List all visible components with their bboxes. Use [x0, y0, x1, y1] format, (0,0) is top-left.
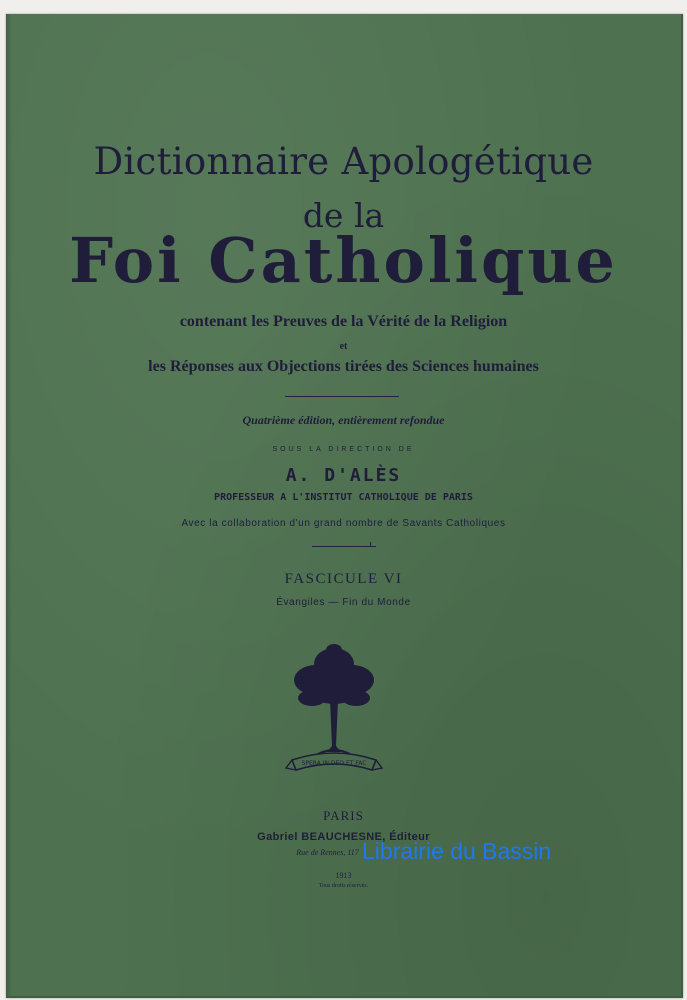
divider-rule-small [312, 546, 376, 547]
cover-title-line-1: Dictionnaire Apologétique [93, 140, 594, 183]
editor-title: PROFESSEUR A L'INSTITUT CATHOLIQUE DE PARIS [214, 492, 473, 503]
editor-name: A. D'ALÈS [285, 465, 402, 486]
publication-city: PARIS [323, 808, 364, 823]
cover-title-line-2: de la [302, 196, 385, 235]
cover-subtitle-line-1: contenant les Preuves de la Vérité de la Religion [179, 313, 508, 330]
tree-emblem-icon [284, 642, 384, 776]
fascicle-range: Évangiles — Fin du Monde [276, 597, 411, 608]
publisher-address: Rue de Rennes, 117 [296, 848, 359, 857]
divider-rule [285, 396, 399, 397]
edition-statement: Quatrième édition, entièrement refondue [242, 413, 445, 427]
publication-year: 1913 [335, 871, 352, 880]
publisher-name: Gabriel BEAUCHESNE, Éditeur [257, 831, 430, 843]
cover-subtitle-line-2: les Réponses aux Objections tirées des Sciences humaines [148, 358, 539, 375]
direction-label: SOUS LA DIRECTION DE [272, 446, 415, 453]
cover-subtitle-connector: et [339, 341, 348, 352]
collaboration-note: Avec la collaboration d'un grand nombre de Savants Catholiques [181, 518, 506, 529]
fascicle-number: FASCICULE VI [284, 571, 403, 587]
emblem-banner-text: SPERA IN DEO ET FAC [301, 760, 367, 767]
cover-main-title: Foi Catholique [69, 224, 618, 297]
seller-watermark: Librairie du Bassin [362, 838, 552, 864]
rights-notice: Tous droits réservés. [318, 883, 369, 889]
